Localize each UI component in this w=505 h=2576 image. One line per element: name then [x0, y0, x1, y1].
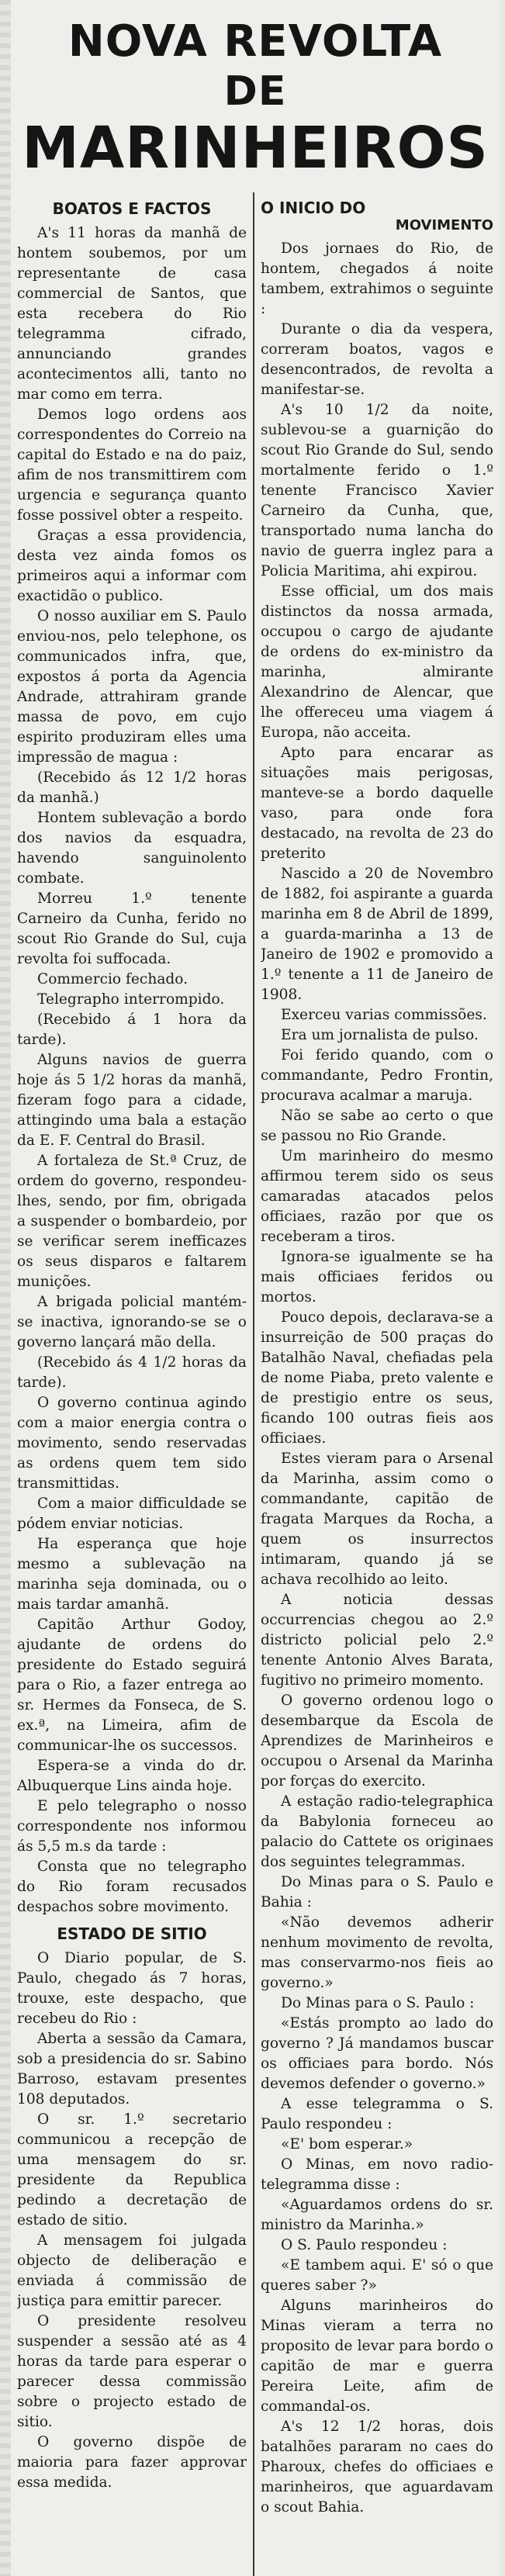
headline-line-2: DE [223, 68, 287, 115]
article-paragraph: Morreu 1.º tenente Carneiro da Cunha, ferido no scout Rio Grande do Sul, cuja revolta foi suffocada. [17, 890, 247, 967]
article-paragraph: Do Minas para o S. Paulo : [281, 1995, 475, 2011]
article-paragraph: Durante o dia da vespera, correram boatos, vagos e desencontrados, de revolta a manifestar-se. [261, 321, 493, 398]
article-paragraph: Do Minas para o S. Paulo e Bahia : [261, 1874, 493, 1910]
article-paragraph: Estes vieram para o Arsenal da Marinha, assim como o commandante, capitão de fragata Marques da Rocha, a quem os insurrectos intimaram, quando já se achava recolhido ao leito. [261, 1451, 493, 1588]
article-paragraph: Espera-se a vinda do dr. Albuquerque Lins ainda hoje. [17, 1758, 247, 1794]
article-paragraph: A estação radio-telegraphica da Babylonia forneceu ao palacio do Cattete os originaes dos seguintes telegrammas. [261, 1793, 493, 1870]
article-paragraph: Foi ferido quando, com o commandante, Pedro Frontin, procurava acalmar a maruja. [261, 1047, 493, 1104]
article-paragraph: Aberta a sessão da Camara, sob a presidencia do sr. Sabino Barroso, estavam presentes 108 deputados. [17, 2031, 247, 2107]
article-paragraph: O presidente resolveu suspender a sessão até as 4 horas da tarde para esperar o parecer dessa commissão sobre o projecto estado de sitio. [17, 2313, 247, 2430]
section-heading-inicio: O INICIO DO [261, 199, 366, 217]
article-paragraph: A esse telegramma o S. Paulo respondeu : [261, 2096, 493, 2132]
article-paragraph: Telegrapho interrompido. [37, 991, 225, 1008]
article-paragraph: Alguns navios de guerra hoje ás 5 1/2 horas da manhã, fizeram fogo para a cidade, attingindo uma bala a estação da E. F. Central do Brasil. [17, 1052, 247, 1149]
page-binding-edge [0, 0, 12, 2576]
left-column [17, 199, 247, 2566]
column-divider [253, 192, 254, 2576]
article-paragraph: Pouco depois, declarava-se a insurreição de 500 praças do Batalhão Naval, chefiadas pela de nome Piaba, preto valente e de prestigio entre os seus, ficando 100 outras fieis aos officiaes. [261, 1309, 493, 1447]
article-paragraph: Capitão Arthur Godoy, ajudante de ordens do presidente do Estado seguirá para o Rio, a fazer entrega ao sr. Hermes da Fonseca, de S. ex.ª, na Limeira, afim de communicar-lhe os successos. [17, 1616, 247, 1754]
article-paragraph: (Recebido ás 4 1/2 horas da tarde). [17, 1354, 247, 1391]
article-paragraph: «E tambem aqui. E' só o que queres saber ?» [261, 2257, 493, 2294]
article-paragraph: O governo continua agindo com a maior energia contra o movimento, sendo reservadas as ordens quem tem sido transmittidas. [17, 1395, 247, 1492]
article-paragraph: A mensagem foi julgada objecto de deliberação e enviada á commissão de justiça para emittir parecer. [17, 2232, 247, 2309]
article-paragraph: A's 12 1/2 horas, dois batalhões pararam no caes do Pharoux, chefes do officiaes e marinheiros, que aguardavam o scout Bahia. [261, 2419, 493, 2515]
article-paragraph: «Aguardamos ordens do sr. ministro da Marinha.» [261, 2197, 493, 2233]
article-paragraph: Exerceu varias commissões. [281, 1007, 487, 1023]
article-paragraph: E pelo telegrapho o nosso correspondente nos informou ás 5,5 m.s da tarde : [17, 1798, 247, 1855]
article-paragraph: A's 11 horas da manhã de hontem soubemos, por um representante de casa commercial de Santos, que esta recebera do Rio telegramma cifrado, annunciando grandes acontecimentos alli, tanto no mar como em terra. [17, 225, 247, 403]
article-paragraph: Nascido a 20 de Novembro de 1882, foi aspirante a guarda marinha em 8 de Abril de 1899, a guarda-marinha a 13 de Janeiro de 1902 e promovido a 1.º tenente a 11 de Janeiro de 1908. [261, 866, 493, 1003]
article-paragraph: O S. Paulo respondeu : [281, 2237, 448, 2253]
article-paragraph: (Recebido ás 12 1/2 horas da manhã.) [17, 769, 247, 806]
article-paragraph: O sr. 1.º secretario communicou a recepção de uma mensagem do sr. presidente da Republica pedindo a decretação de estado de sitio. [17, 2111, 247, 2228]
article-paragraph: A noticia dessas occurrencias chegou ao 2.º districto policial pelo 2.º tenente Antonio Alves Barata, fugitivo no primeiro momento. [261, 1592, 493, 1689]
article-paragraph: O Diario popular, de S. Paulo, chegado ás 7 horas, trouxe, este despacho, que recebeu do Rio : [17, 1950, 247, 2027]
article-paragraph: O governo ordenou logo o desembarque da Escola de Aprendizes de Marinheiros e occupou o Arsenal da Marinha por forças do exercito. [261, 1693, 493, 1789]
article-paragraph: Com a maior difficuldade se pódem enviar noticias. [17, 1495, 247, 1532]
article-paragraph: A's 10 1/2 da noite, sublevou-se a guarnição do scout Rio Grande do Sul, sendo mortalmente ferido o 1.º tenente Francisco Xavier Carneiro da Cunha, que, transportado numa lancha do navio de guerra inglez para a Policia Maritima, ahi expirou. [261, 402, 493, 579]
article-paragraph: Era um jornalista de pulso. [281, 1027, 479, 1043]
article-paragraph: (Recebido á 1 hora da tarde). [17, 1011, 247, 1048]
article-paragraph: Graças a essa providencia, desta vez ainda fomos os primeiros aqui a informar com exactidão o publico. [17, 527, 247, 604]
article-paragraph: Ignora-se igualmente se ha mais officiaes feridos ou mortos. [261, 1249, 493, 1305]
article-paragraph: Ha esperança que hoje mesmo a sublevação na marinha seja dominada, ou o mais tardar amanhã. [17, 1536, 247, 1613]
article-paragraph: Demos logo ordens aos correspondentes do Correio na capital do Estado e na do paiz, afim de nos transmittirem com urgencia e segurança quanto fosse possivel obter a respeito. [17, 406, 247, 524]
right-paragraphs [261, 239, 493, 2518]
article-paragraph: Hontem sublevação a bordo dos navios da esquadra, havendo sanguinolento combate. [17, 810, 247, 887]
article-paragraph: «Estás prompto ao lado do governo ? Já mandamos buscar os officiaes para bordo. Nós devemos defender o governo.» [261, 2015, 493, 2092]
section-heading-boatos: BOATOS E FACTOS [52, 199, 212, 218]
article-paragraph: Apto para encarar as situações mais perigosas, manteve-se a bordo daquelle vaso, para onde fora destacado, na revolta de 23 do preterito [261, 745, 493, 862]
article-paragraph: Esse official, um dos mais distinctos da nossa armada, occupou o cargo de ajudante de ordens do ex-ministro da marinha, almirante Alexandrino de Alencar, que lhe offereceu uma viagem á Europa, não acceita. [261, 583, 493, 741]
section-heading-estado-de-sitio: ESTADO DE SITIO [57, 1924, 207, 1943]
left-paragraphs-2 [17, 1948, 247, 2493]
article-paragraph: «Não devemos adherir nenhum movimento de revolta, mas conservarmo-nos fieis ao governo.» [261, 1914, 493, 1991]
article-paragraph: Não se sabe ao certo o que se passou no Rio Grande. [261, 1108, 493, 1144]
headline-line-3: MARINHEIROS [22, 115, 489, 182]
article-paragraph: «E' bom esperar.» [281, 2136, 413, 2152]
right-column [261, 199, 493, 2566]
article-paragraph: Dos jornaes do Rio, de hontem, chegados á noite tambem, extrahimos o seguinte : [261, 240, 493, 317]
article-paragraph: A brigada policial mantém-se inactiva, ignorando-se se o governo lançará mão della. [17, 1294, 247, 1350]
article-paragraph: O nosso auxiliar em S. Paulo enviou-nos, pelo telephone, os communicados infra, que, expostos á porta da Agencia Andrade, attrahiram grande massa de povo, em cujo espirito produziram elles uma impressão de magua : [17, 608, 247, 766]
article-paragraph: O governo dispõe de maioria para fazer approvar essa medida. [17, 2434, 247, 2491]
article-paragraph: A fortaleza de St.ª Cruz, de ordem do governo, respondeu-lhes, sendo, por fim, obrigada a suspender o bombardeio, por se verificar serem inefficazes os seus disparos e faltarem munições. [17, 1153, 247, 1290]
left-paragraphs [17, 223, 247, 1917]
article-paragraph: Consta que no telegrapho do Rio foram recusados despachos sobre movimento. [17, 1859, 247, 1915]
section-heading-movimento: MOVIMENTO [395, 217, 493, 233]
article-paragraph: Um marinheiro do mesmo affirmou terem sido os seus camaradas atacados pelos officiaes, razão por que os receberam a tiros. [261, 1148, 493, 1245]
headline-block [11, 0, 500, 192]
article-paragraph: Commercio fechado. [37, 971, 189, 987]
article-paragraph: Alguns marinheiros do Minas vieram a terra no proposito de levar para bordo o capitão de mar e guerra Pereira Leite, afim de commandal-os. [261, 2298, 493, 2415]
headline-line-1: NOVA REVOLTA [67, 16, 443, 67]
article-paragraph: O Minas, em novo radio-telegramma disse : [261, 2156, 493, 2193]
